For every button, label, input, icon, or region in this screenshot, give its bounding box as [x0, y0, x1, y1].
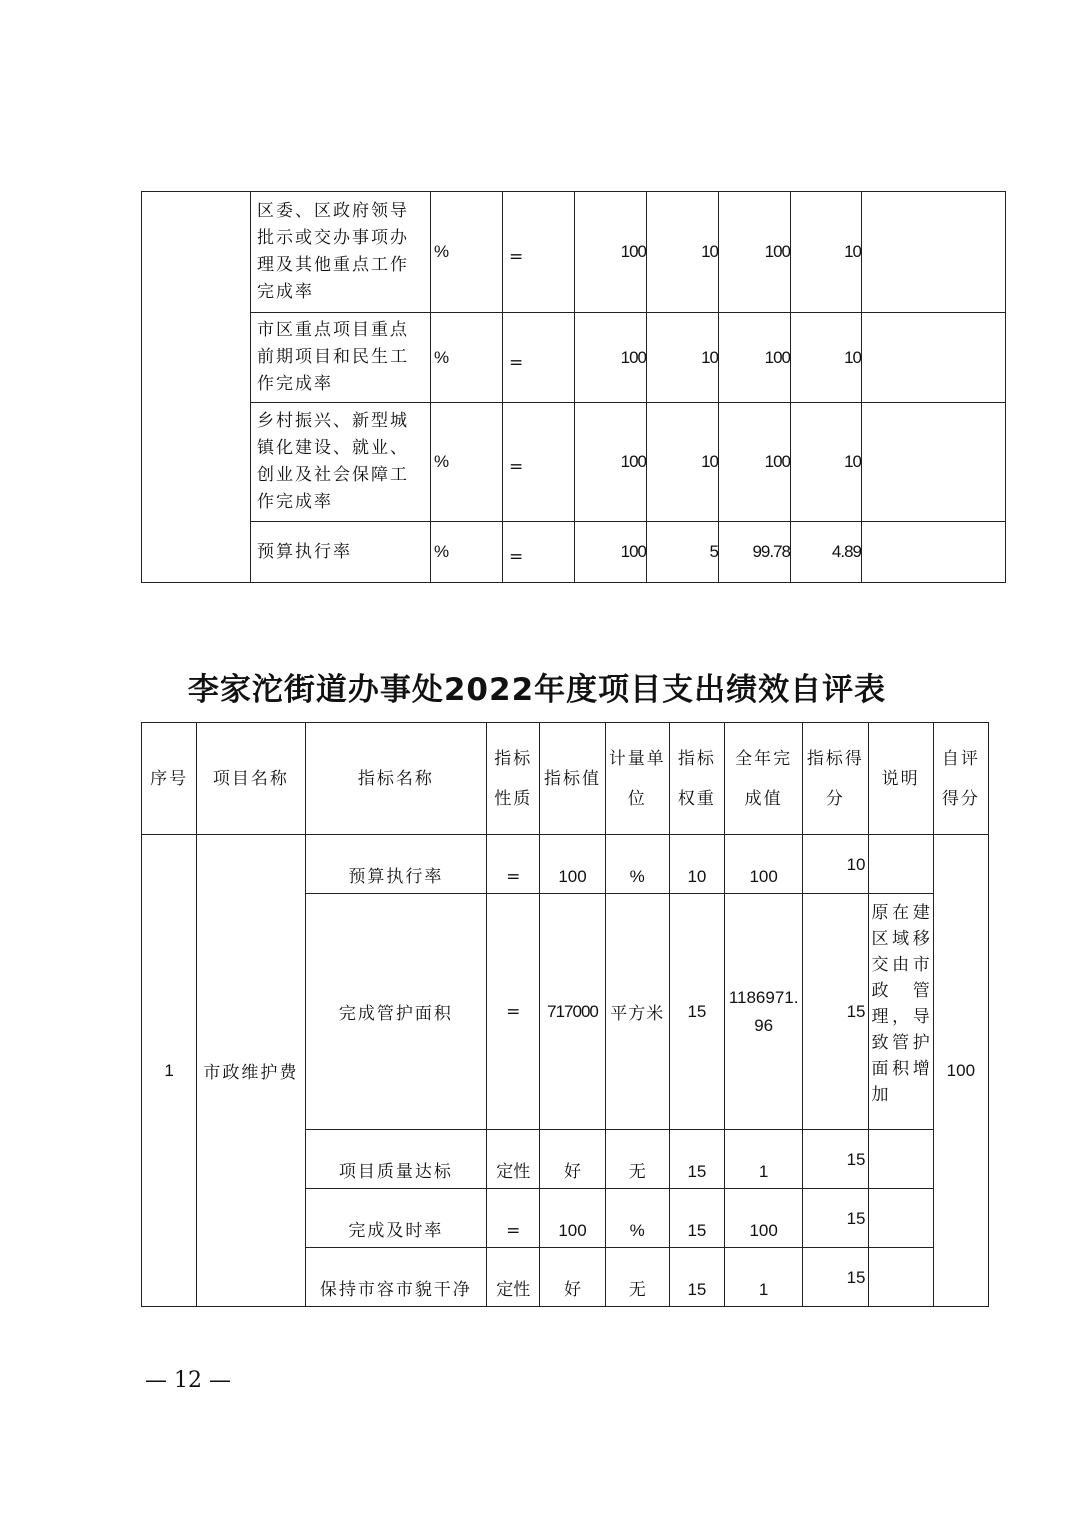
actual-value: 100 [719, 403, 791, 522]
actual-line-1: 1186971. [728, 987, 799, 1007]
actual-cell [725, 894, 803, 1130]
indicator-name: 乡村振兴、新型城镇化建设、就业、创业及社会保障工作完成率 [251, 403, 431, 522]
operator-cell: = [503, 522, 575, 583]
actual-cell: 100 [725, 1189, 803, 1248]
operator-cell: = [503, 192, 575, 313]
operator-cell: = [503, 313, 575, 403]
blank-note-cell [862, 313, 1006, 403]
operator-cell: = [503, 403, 575, 522]
blank-category-cell [142, 192, 251, 583]
performance-evaluation-table [141, 722, 989, 1307]
header-nature [487, 723, 540, 835]
nature-cell: 定性 [487, 1130, 540, 1189]
header-actual-line-2: 成值 [744, 788, 783, 809]
table-row [142, 192, 1006, 313]
project-name-cell: 市政维护费 [197, 835, 305, 1307]
score-value: 10 [791, 192, 862, 313]
seq-cell: 1 [142, 835, 197, 1307]
header-actual-line-1: 全年完 [735, 748, 793, 769]
unit-cell: 平方米 [605, 894, 669, 1130]
value-cell: 好 [540, 1130, 605, 1189]
indicator-name: 预算执行率 [251, 522, 431, 583]
score-value: 10 [791, 403, 862, 522]
target-value: 100 [575, 192, 647, 313]
score-cell: 15 [803, 894, 868, 1130]
header-nature-line-2: 性质 [494, 788, 533, 809]
header-indicator: 指标名称 [305, 723, 487, 835]
header-unit [605, 723, 669, 835]
indicator-name: 完成及时率 [305, 1189, 487, 1248]
header-value: 指标值 [540, 723, 605, 835]
weight-value: 5 [647, 522, 719, 583]
actual-value: 99.78 [719, 522, 791, 583]
indicator-name: 区委、区政府领导批示或交办事项办理及其他重点工作完成率 [251, 192, 431, 313]
score-value: 4.89 [791, 522, 862, 583]
page-number: — 12 — [145, 1368, 231, 1393]
continued-indicator-table [141, 191, 1006, 583]
target-value: 100 [575, 403, 647, 522]
note-cell: 原在建区域移交由市政管理，导致管护面积增加 [868, 894, 933, 1130]
score-cell: 10 [803, 835, 868, 894]
header-weight-line-2: 权重 [677, 788, 716, 809]
note-cell [868, 1130, 933, 1189]
weight-value: 10 [647, 192, 719, 313]
score-cell: 15 [803, 1189, 868, 1248]
header-actual [725, 723, 803, 835]
table-row [142, 835, 989, 894]
note-cell [868, 1248, 933, 1307]
actual-cell: 1 [725, 1248, 803, 1307]
weight-cell: 15 [669, 1248, 724, 1307]
actual-cell: 1 [725, 1130, 803, 1189]
nature-cell: = [487, 835, 540, 894]
unit-cell: % [431, 192, 503, 313]
value-cell: 好 [540, 1248, 605, 1307]
header-unit-line-2: 位 [627, 788, 647, 809]
header-project: 项目名称 [197, 723, 305, 835]
table-header-row [142, 723, 989, 835]
unit-cell: % [605, 835, 669, 894]
header-self-line-1: 自评 [941, 748, 980, 769]
header-note: 说明 [868, 723, 933, 835]
unit-cell: % [605, 1189, 669, 1248]
weight-cell: 15 [669, 1189, 724, 1248]
unit-cell: 无 [605, 1248, 669, 1307]
note-cell [868, 1189, 933, 1248]
header-weight [669, 723, 724, 835]
score-cell: 15 [803, 1130, 868, 1189]
indicator-name: 预算执行率 [305, 835, 487, 894]
header-seq: 序号 [142, 723, 197, 835]
weight-value: 10 [647, 403, 719, 522]
score-cell: 15 [803, 1248, 868, 1307]
weight-cell: 10 [669, 835, 724, 894]
unit-cell: 无 [605, 1130, 669, 1189]
note-cell [868, 835, 933, 894]
actual-value: 100 [719, 313, 791, 403]
nature-cell: = [487, 894, 540, 1130]
value-cell: 100 [540, 1189, 605, 1248]
table-row [142, 403, 1006, 522]
value-cell: 100 [540, 835, 605, 894]
weight-cell: 15 [669, 1130, 724, 1189]
weight-value: 10 [647, 313, 719, 403]
weight-cell: 15 [669, 894, 724, 1130]
value-cell: 717000 [540, 894, 605, 1130]
self-score-cell: 100 [933, 835, 988, 1307]
header-score-line-1: 指标得 [806, 748, 864, 769]
actual-line-2: 96 [754, 1015, 774, 1035]
indicator-name: 项目质量达标 [305, 1130, 487, 1189]
page-title: 李家沱街道办事处2022年度项目支出绩效自评表 [187, 672, 887, 708]
header-self-score [933, 723, 988, 835]
target-value: 100 [575, 522, 647, 583]
header-unit-line-1: 计量单 [608, 748, 666, 769]
header-score-line-2: 分 [825, 788, 845, 809]
unit-cell: % [431, 522, 503, 583]
table-row [142, 522, 1006, 583]
indicator-name: 完成管护面积 [305, 894, 487, 1130]
score-value: 10 [791, 313, 862, 403]
header-self-line-2: 得分 [941, 788, 980, 809]
actual-value: 100 [719, 192, 791, 313]
actual-cell: 100 [725, 835, 803, 894]
table-row [142, 313, 1006, 403]
unit-cell: % [431, 403, 503, 522]
indicator-name: 保持市容市貌干净 [305, 1248, 487, 1307]
header-nature-line-1: 指标 [494, 748, 533, 769]
unit-cell: % [431, 313, 503, 403]
nature-cell: 定性 [487, 1248, 540, 1307]
nature-cell: = [487, 1189, 540, 1248]
blank-note-cell [862, 522, 1006, 583]
blank-note-cell [862, 403, 1006, 522]
blank-note-cell [862, 192, 1006, 313]
header-score [803, 723, 868, 835]
target-value: 100 [575, 313, 647, 403]
indicator-name: 市区重点项目重点前期项目和民生工作完成率 [251, 313, 431, 403]
header-weight-line-1: 指标 [677, 748, 716, 769]
